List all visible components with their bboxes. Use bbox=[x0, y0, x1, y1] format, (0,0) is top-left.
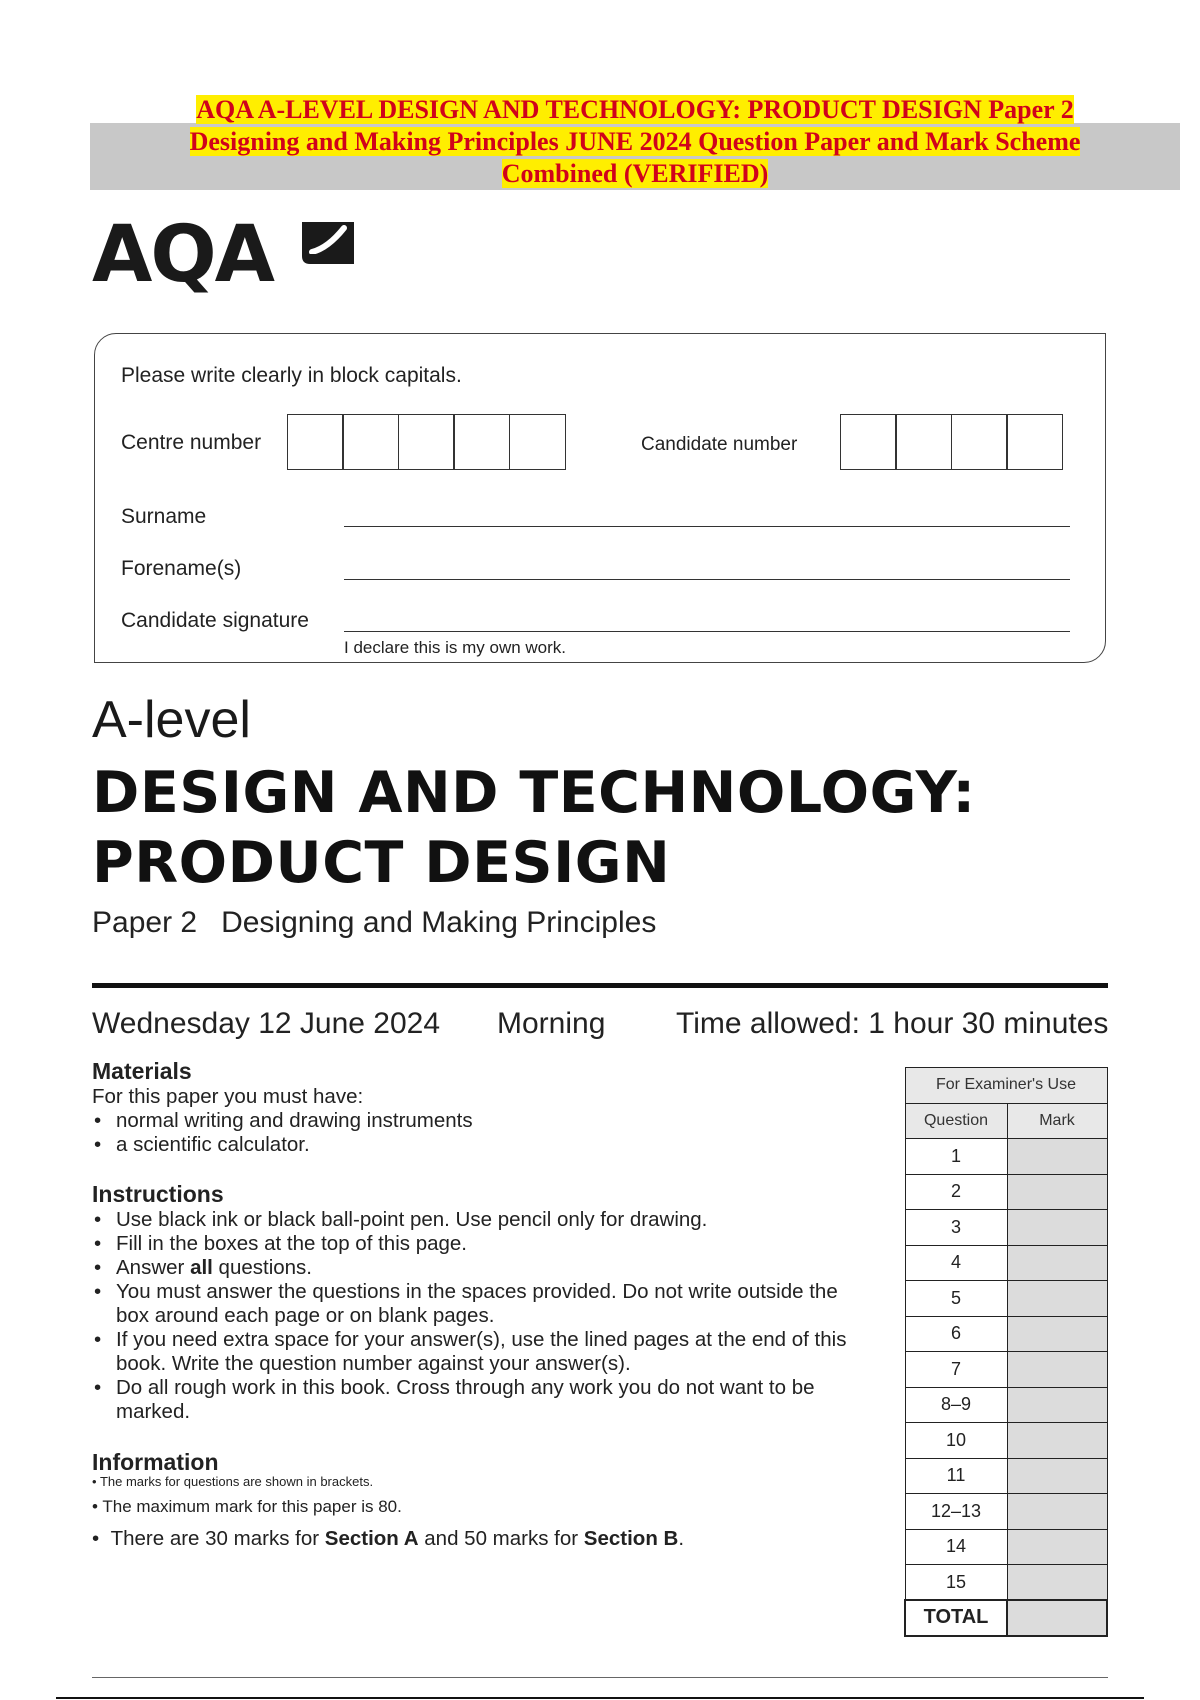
question-number: 6 bbox=[905, 1316, 1007, 1352]
information-heading: Information bbox=[92, 1449, 219, 1475]
table-row bbox=[905, 1352, 1107, 1388]
declaration-text: I declare this is my own work. bbox=[344, 638, 567, 657]
candidate-number-cell[interactable] bbox=[1006, 414, 1063, 470]
question-number: 5 bbox=[905, 1281, 1007, 1317]
information-item: • The marks for questions are shown in brackets. bbox=[92, 1474, 374, 1489]
centre-number-cell[interactable] bbox=[398, 414, 455, 470]
question-number: 14 bbox=[905, 1529, 1007, 1565]
header-divider bbox=[92, 983, 1108, 988]
centre-number-cell[interactable] bbox=[342, 414, 399, 470]
candidate-number-cell[interactable] bbox=[951, 414, 1008, 470]
exam-date: Wednesday 12 June 2024 bbox=[92, 1007, 441, 1040]
table-row bbox=[905, 1139, 1107, 1175]
forename-field[interactable] bbox=[344, 579, 1070, 580]
mark-cell bbox=[1007, 1494, 1107, 1530]
mark-cell bbox=[1007, 1139, 1107, 1175]
mark-cell bbox=[1007, 1174, 1107, 1210]
materials-section bbox=[92, 1058, 872, 1157]
mark-cell bbox=[1007, 1245, 1107, 1281]
block-capitals-instruction: Please write clearly in block capitals. bbox=[121, 364, 462, 387]
subject-line-1: DESIGN AND TECHNOLOGY: bbox=[92, 760, 976, 826]
instruction-item: • Fill in the boxes at the top of this page. bbox=[92, 1232, 872, 1256]
question-number: 11 bbox=[905, 1458, 1007, 1494]
table-row bbox=[905, 1529, 1107, 1565]
table-row bbox=[905, 1245, 1107, 1281]
question-number: 10 bbox=[905, 1423, 1007, 1459]
qualification-level: A-level bbox=[92, 691, 251, 749]
candidate-number-field[interactable] bbox=[841, 414, 1063, 470]
page-bottom-rule bbox=[56, 1697, 1144, 1699]
question-number: 15 bbox=[905, 1565, 1007, 1601]
paper-number: Paper 2 bbox=[92, 906, 198, 939]
instruction-item: • You must answer the questions in the spaces provided. Do not write outside the box around each page or on blank pages. bbox=[92, 1280, 872, 1328]
centre-number-cell[interactable] bbox=[453, 414, 510, 470]
candidate-number-cell[interactable] bbox=[895, 414, 952, 470]
table-row bbox=[905, 1174, 1107, 1210]
aqa-swoosh-icon bbox=[298, 214, 358, 270]
time-allowed: Time allowed: 1 hour 30 minutes bbox=[676, 1007, 1109, 1040]
question-number: 8–9 bbox=[905, 1387, 1007, 1423]
question-number: 2 bbox=[905, 1174, 1007, 1210]
signature-field[interactable] bbox=[344, 631, 1070, 632]
examiner-use-table bbox=[904, 1067, 1108, 1637]
question-number: 7 bbox=[905, 1352, 1007, 1388]
table-row bbox=[905, 1423, 1107, 1459]
instruction-item: • Answer all questions. bbox=[92, 1256, 872, 1280]
instruction-item: • If you need extra space for your answer(s), use the lined pages at the end of this book. Write the question number against your answer(s). bbox=[92, 1328, 872, 1376]
banner-line-3: Combined (VERIFIED) bbox=[501, 159, 769, 188]
surname-label: Surname bbox=[121, 505, 207, 528]
instruction-item: • Use black ink or black ball-point pen. Use pencil only for drawing. bbox=[92, 1208, 872, 1232]
table-row bbox=[905, 1281, 1107, 1317]
mark-cell bbox=[1007, 1529, 1107, 1565]
centre-number-cell[interactable] bbox=[509, 414, 566, 470]
footer-rule bbox=[92, 1677, 1108, 1678]
table-row bbox=[905, 1458, 1107, 1494]
centre-number-label: Centre number bbox=[121, 431, 262, 454]
mark-column-header: Mark bbox=[1007, 1103, 1107, 1139]
centre-number-field[interactable] bbox=[288, 414, 566, 470]
table-row bbox=[905, 1316, 1107, 1352]
mark-cell bbox=[1007, 1458, 1107, 1494]
table-row bbox=[905, 1387, 1107, 1423]
examiner-table-title: For Examiner's Use bbox=[905, 1068, 1107, 1104]
candidate-details-box bbox=[94, 333, 1106, 663]
mark-cell bbox=[1007, 1281, 1107, 1317]
question-number: 12–13 bbox=[905, 1494, 1007, 1530]
mark-cell bbox=[1007, 1423, 1107, 1459]
banner-line-1: AQA A-LEVEL DESIGN AND TECHNOLOGY: PRODUCT DESIGN Paper 2 bbox=[196, 95, 1074, 124]
materials-item: • a scientific calculator. bbox=[92, 1133, 872, 1157]
logo-text: AQA bbox=[92, 210, 274, 300]
question-number: 1 bbox=[905, 1139, 1007, 1175]
information-section bbox=[92, 1449, 872, 1551]
information-item: • There are 30 marks for Section A and 50 marks for Section B. bbox=[92, 1527, 685, 1550]
centre-number-cell[interactable] bbox=[287, 414, 344, 470]
page-title bbox=[92, 758, 976, 898]
aqa-logo bbox=[92, 210, 273, 300]
surname-field[interactable] bbox=[344, 526, 1070, 527]
paper-name: Designing and Making Principles bbox=[221, 906, 657, 939]
table-row bbox=[905, 1565, 1107, 1601]
total-label: TOTAL bbox=[905, 1600, 1007, 1636]
question-column-header: Question bbox=[905, 1103, 1007, 1139]
banner-line-2: Designing and Making Principles JUNE 2024 Question Paper and Mark Scheme bbox=[189, 127, 1081, 156]
table-row bbox=[905, 1494, 1107, 1530]
instruction-item: • Do all rough work in this book. Cross through any work you do not want to be marked. bbox=[92, 1376, 872, 1424]
question-number: 4 bbox=[905, 1245, 1007, 1281]
table-row bbox=[905, 1210, 1107, 1246]
materials-heading: Materials bbox=[92, 1058, 192, 1084]
question-number: 3 bbox=[905, 1210, 1007, 1246]
materials-item: • normal writing and drawing instruments bbox=[92, 1109, 872, 1133]
mark-cell bbox=[1007, 1387, 1107, 1423]
mark-cell bbox=[1007, 1210, 1107, 1246]
candidate-number-label: Candidate number bbox=[641, 434, 798, 455]
total-row bbox=[905, 1600, 1107, 1636]
total-mark-cell bbox=[1007, 1600, 1107, 1636]
candidate-number-cell[interactable] bbox=[840, 414, 897, 470]
instructions-heading: Instructions bbox=[92, 1181, 224, 1207]
forename-label: Forename(s) bbox=[121, 557, 242, 580]
exam-session: Morning bbox=[497, 1007, 606, 1040]
information-item: • The maximum mark for this paper is 80. bbox=[92, 1497, 402, 1516]
signature-label: Candidate signature bbox=[121, 609, 309, 632]
paper-subtitle bbox=[92, 906, 656, 940]
instructions-section bbox=[92, 1181, 872, 1424]
mark-cell bbox=[1007, 1352, 1107, 1388]
materials-intro: For this paper you must have: bbox=[92, 1085, 364, 1108]
mark-cell bbox=[1007, 1316, 1107, 1352]
mark-cell bbox=[1007, 1565, 1107, 1601]
document-banner bbox=[90, 94, 1180, 190]
subject-line-2: PRODUCT DESIGN bbox=[92, 830, 671, 896]
